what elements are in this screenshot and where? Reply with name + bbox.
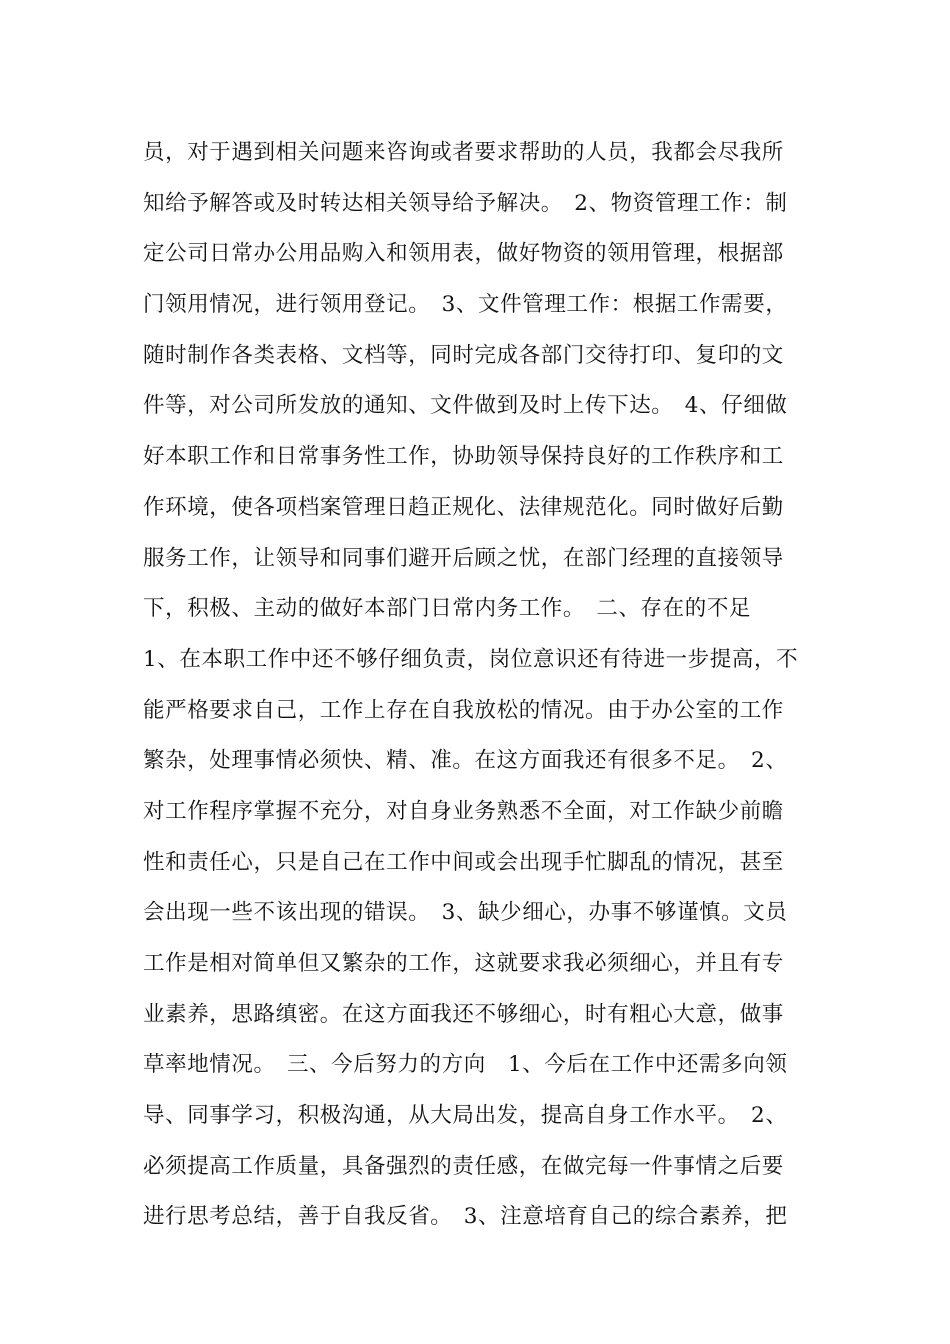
- document-body: [143, 128, 813, 1243]
- text-line: 1、在本职工作中还不够仔细负责，岗位意识还有待进一步提高，不: [143, 646, 799, 672]
- text-line: 随时制作各类表格、文档等，同时完成各部门交待打印、复印的文: [143, 342, 784, 368]
- text-line: 知给予解答或及时转达相关领导给予解决。 2、物资管理工作：制: [143, 190, 788, 216]
- text-line: 服务工作，让领导和同事们避开后顾之忧，在部门经理的直接领导: [143, 545, 784, 571]
- text-line: 员，对于遇到相关问题来咨询或者要求帮助的人员，我都会尽我所: [143, 140, 784, 165]
- text-line: 导、同事学习，积极沟通，从大局出发，提高自身工作水平。 2、: [143, 1103, 788, 1129]
- text-line: 能严格要求自己，工作上存在自我放松的情况。由于办公室的工作: [143, 697, 784, 723]
- text-line: 作环境，使各项档案管理日趋正规化、法律规范化。同时做好后勤: [143, 494, 784, 520]
- text-line: 门领用情况，进行领用登记。 3、文件管理工作：根据工作需要，: [143, 292, 788, 318]
- text-line: 好本职工作和日常事务性工作，协助领导保持良好的工作秩序和工: [143, 444, 784, 470]
- text-line: 草率地情况。 三、今后努力的方向 1、今后在工作中还需多向领: [143, 1052, 788, 1078]
- text-line: 必须提高工作质量，具备强烈的责任感，在做完每一件事情之后要: [143, 1153, 784, 1179]
- text-line: 下，积极、主动的做好本部门日常内务工作。 二、存在的不足: [143, 596, 752, 622]
- text-line: 进行思考总结，善于自我反省。 3、注意培育自己的综合素养，把: [143, 1204, 788, 1230]
- text-line: 会出现一些不该出现的错误。 3、缺少细心，办事不够谨慎。文员: [143, 900, 788, 926]
- text-line: 性和责任心，只是自己在工作中间或会出现手忙脚乱的情况，甚至: [143, 849, 784, 875]
- text-line: 业素养，思路缜密。在这方面我还不够细心，时有粗心大意，做事: [143, 1001, 784, 1027]
- text-line: 件等，对公司所发放的通知、文件做到及时上传下达。 4、仔细做: [143, 393, 788, 419]
- text-line: 定公司日常办公用品购入和领用表，做好物资的领用管理，根据部: [143, 241, 784, 267]
- text-line: 对工作程序掌握不充分，对自身业务熟悉不全面，对工作缺少前瞻: [143, 798, 784, 824]
- text-line: 工作是相对简单但又繁杂的工作，这就要求我必须细心，并且有专: [143, 951, 784, 976]
- text-line: 繁杂，处理事情必须快、精、准。在这方面我还有很多不足。 2、: [143, 748, 788, 774]
